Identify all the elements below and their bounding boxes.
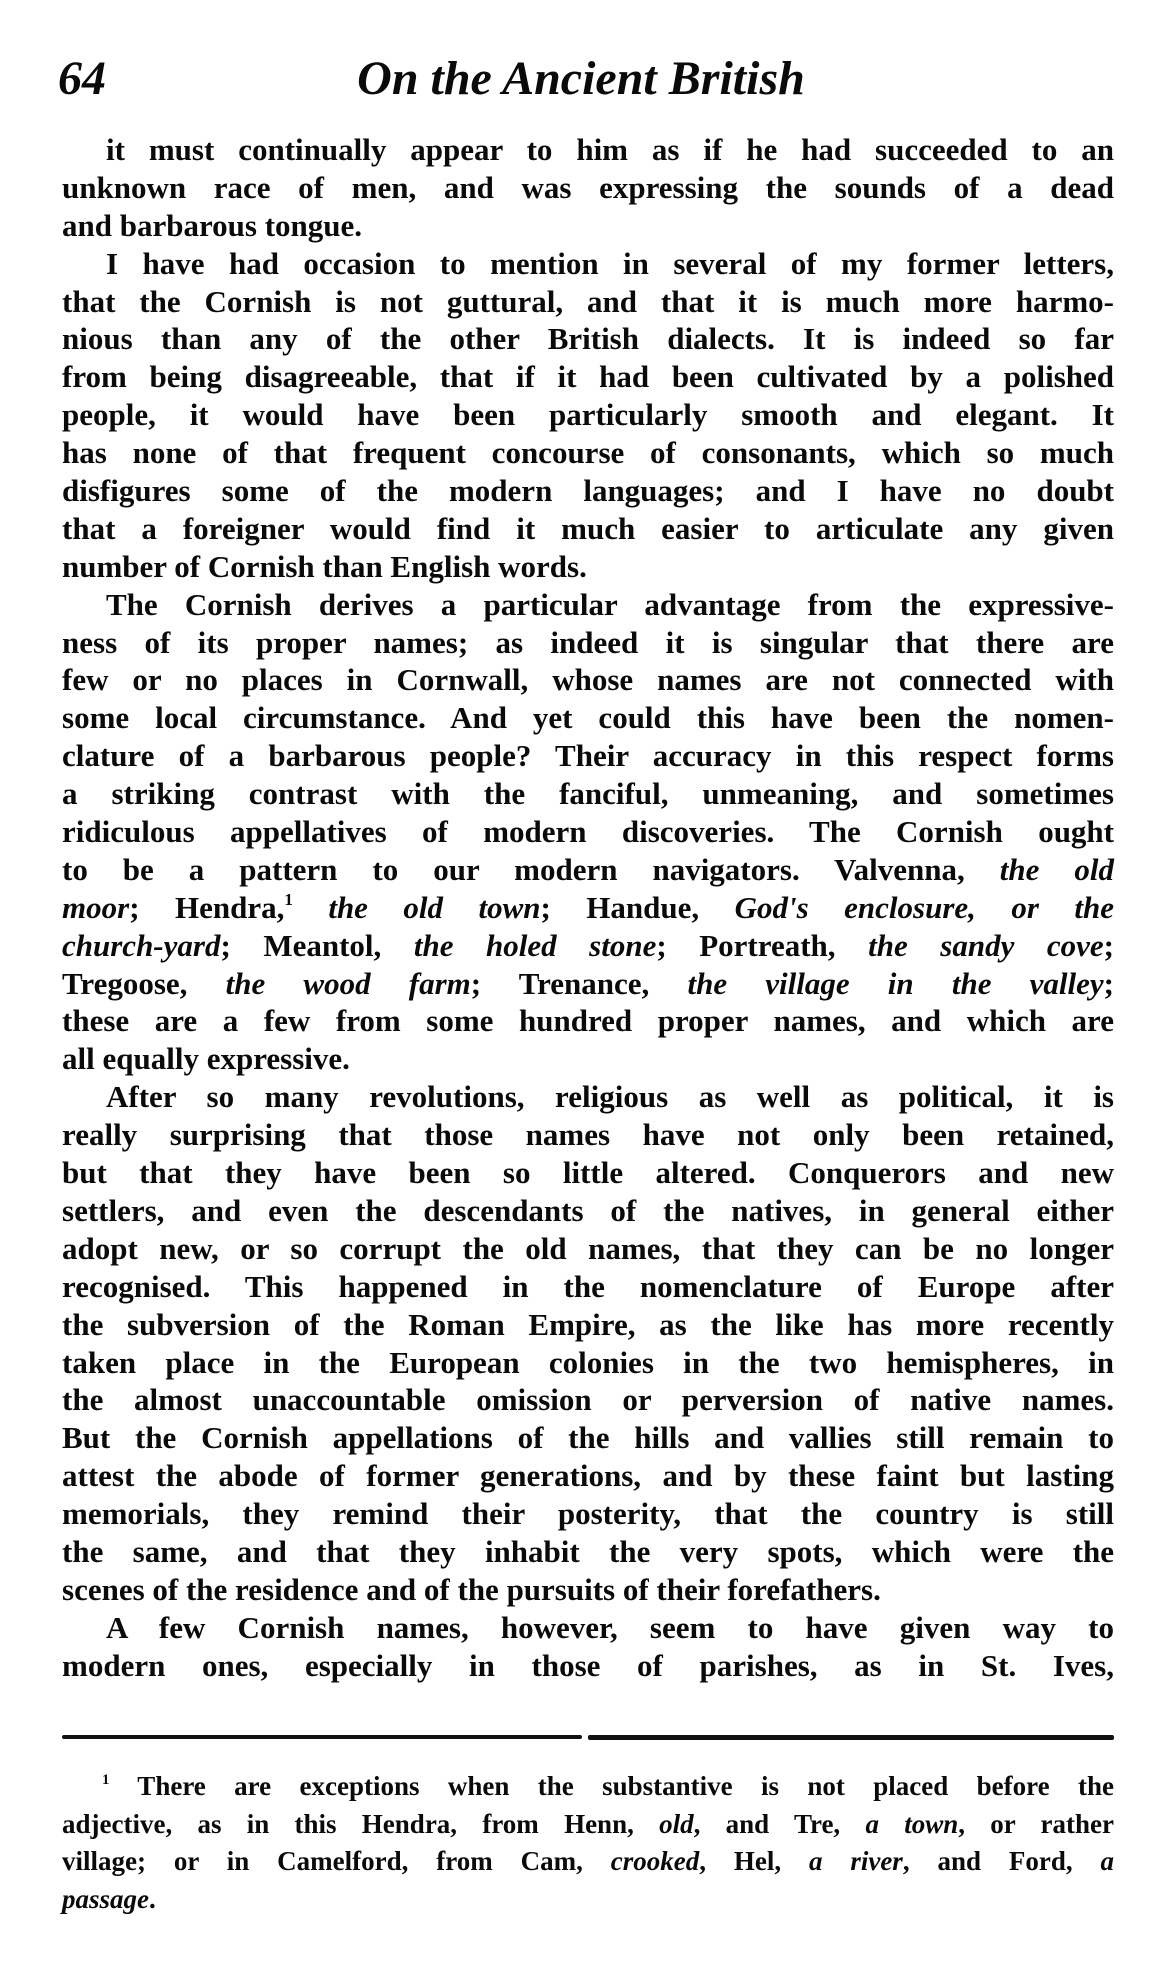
text-run: . [149,1883,156,1914]
italic-gloss: the old [999,851,1114,887]
text-line [62,131,1114,169]
text-line [62,1306,1114,1344]
text-run: people, it would have been particularly smooth and elegant. It [62,397,1114,433]
italic-gloss: a [1100,1846,1114,1876]
text-line [62,1230,1114,1268]
text-line [62,624,1114,662]
text-line [62,889,1114,927]
text-line [62,1154,1114,1192]
text-run: the almost unaccountable omission or perversion of native names. [62,1382,1114,1418]
text-line [62,1002,1114,1040]
footnote-marker: 1 [284,890,293,910]
text-line [62,245,1114,283]
text-run: After so many revolutions, religious as well as political, it is [106,1079,1114,1115]
text-run: recognised. This happened in the nomenclature of Europe after [62,1268,1114,1304]
text-run: few or no places in Cornwall, whose names are not connected with [62,662,1114,698]
text-line [62,586,1114,624]
text-run: I have had occasion to mention in several of my former letters, [106,245,1114,281]
italic-gloss: the old town [328,889,541,925]
text-run: village; or in Camelford, from Cam, [62,1846,611,1876]
text-line [62,1768,1114,1806]
italic-gloss: the village in the valley [687,965,1104,1001]
text-line [62,1419,1114,1457]
italic-gloss: the sandy cove [868,927,1104,963]
text-run: memorials, they remind their posterity, that the country is still [62,1496,1114,1532]
text-run: it must continually appear to him as if he had succeeded to an [106,132,1114,167]
text-run: and barbarous tongue. [62,207,363,243]
text-line [62,661,1114,699]
text-run: clature of a barbarous people? Their accuracy in this respect forms [62,738,1114,774]
text-run: , and Tre, [693,1808,866,1839]
text-line [62,1533,1114,1571]
text-line [62,699,1114,737]
text-line [62,775,1114,813]
italic-gloss: moor [62,889,130,925]
italic-gloss: passage [62,1883,149,1914]
footnote [62,1768,1114,1918]
text-line [62,813,1114,851]
text-line [62,1843,1114,1881]
text-run: But the Cornish appellations of the hills and vallies still remain to [62,1420,1114,1456]
text-run: these are a few from some hundred proper names, and which are [62,1003,1114,1039]
text-run: to be a pattern to our modern navigators. Valvenna, [62,851,1000,887]
text-line [62,320,1114,358]
text-run: A few Cornish names, however, seem to have given way to [106,1609,1114,1645]
text-line [62,1806,1114,1844]
paragraph [62,1609,1114,1685]
text-run: adopt new, or so corrupt the old names, that they can be no longer [62,1230,1114,1266]
text-line [62,1571,1114,1609]
text-run: a striking contrast with the fanciful, unmeaning, and sometimes [62,776,1114,812]
text-line [62,510,1114,548]
italic-gloss: a river [808,1846,903,1876]
paragraph [62,131,1114,245]
text-run: the subversion of the Roman Empire, as the like has more recently [62,1306,1114,1342]
italic-gloss: crooked [610,1846,700,1876]
text-run: unknown race of men, and was expressing the sounds of a dead [62,169,1114,205]
footnote-divider [588,1735,1114,1740]
text-run: all equally expressive. [62,1041,350,1077]
italic-gloss: the holed stone [413,927,657,963]
text-line [62,169,1114,207]
text-line [62,927,1114,965]
italic-gloss: old [659,1808,694,1839]
text-line [62,434,1114,472]
paragraph [62,1078,1114,1608]
text-run: There are exceptions when the substantive is not placed before the [109,1771,1114,1801]
text-run: ; Handue, [540,889,735,925]
italic-gloss: a town [865,1808,959,1839]
text-line [62,1040,1114,1078]
text-run: modern ones, especially in those of parishes, as in St. Ives, [62,1647,1114,1683]
text-run: number of Cornish than English words. [62,548,587,584]
text-line [62,283,1114,321]
text-line [62,851,1114,889]
paragraph [62,245,1114,586]
text-line [62,1881,1114,1919]
text-run: some local circumstance. And yet could this have been the nomen- [62,700,1114,736]
text-line [62,1116,1114,1154]
text-run: ; Trenance, [470,965,688,1001]
page-number: 64 [58,52,106,105]
text-run: the same, and that they inhabit the very spots, which were the [62,1533,1114,1569]
text-line [62,548,1114,586]
running-title: On the Ancient British [357,52,805,105]
text-run: ; [1103,965,1114,1001]
text-line [62,358,1114,396]
text-line [62,1268,1114,1306]
text-run: ; Portreath, [656,927,869,963]
text-run: really surprising that those names have not only been retained, [62,1117,1114,1153]
text-run: settlers, and even the descendants of the natives, in general either [62,1192,1114,1228]
text-run: ; Hendra, [129,889,285,925]
footnote-divider [62,1735,582,1739]
text-line [62,1647,1114,1685]
text-run: adjective, as in this Hendra, from Henn, [62,1808,660,1839]
text-run: that a foreigner would find it much easier to articulate any given [62,510,1114,546]
text-run: nious than any of the other British dialects. It is indeed so far [62,321,1114,357]
text-run: disfigures some of the modern languages; and I have no doubt [62,473,1114,509]
text-line [62,396,1114,434]
text-run: ; Meantol, [220,927,414,963]
text-run: ; [1103,927,1114,963]
text-run: attest the abode of former generations, and by these faint but lasting [62,1458,1114,1494]
text-line [62,1344,1114,1382]
text-run: ness of its proper names; as indeed it is singular that there are [62,624,1114,660]
text-line [62,1457,1114,1495]
body-text [62,131,1114,1685]
text-run: that the Cornish is not guttural, and that it is much more harmo- [62,283,1114,319]
italic-gloss: God's enclosure, or the [734,889,1115,925]
text-line [62,1078,1114,1116]
footnote-marker: 1 [102,1771,110,1788]
text-run: scenes of the residence and of the pursuits of their forefathers. [62,1571,881,1607]
text-line [62,472,1114,510]
text-run [293,890,328,925]
text-line [62,737,1114,775]
text-run: , or rather [958,1808,1114,1839]
text-run: Tregoose, [62,965,226,1001]
text-run: , Hel, [699,1846,809,1876]
paragraph [62,586,1114,1079]
text-run: ridiculous appellatives of modern discoveries. The Cornish ought [62,814,1114,850]
text-line [62,207,1114,245]
text-run: , and Ford, [902,1846,1101,1876]
text-line [62,965,1114,1003]
text-run: taken place in the European colonies in the two hemispheres, in [62,1344,1114,1380]
text-line [62,1609,1114,1647]
italic-gloss: the wood farm [225,965,471,1001]
text-line [62,1381,1114,1419]
italic-gloss: church-yard [62,927,221,963]
text-run: but that they have been so little altered. Conquerors and new [62,1155,1114,1191]
text-line [62,1192,1114,1230]
text-run: The Cornish derives a particular advantage from the expressive- [106,586,1114,622]
text-line [62,1495,1114,1533]
text-run: has none of that frequent concourse of consonants, which so much [62,435,1114,471]
text-run: from being disagreeable, that if it had been cultivated by a polished [62,359,1114,395]
